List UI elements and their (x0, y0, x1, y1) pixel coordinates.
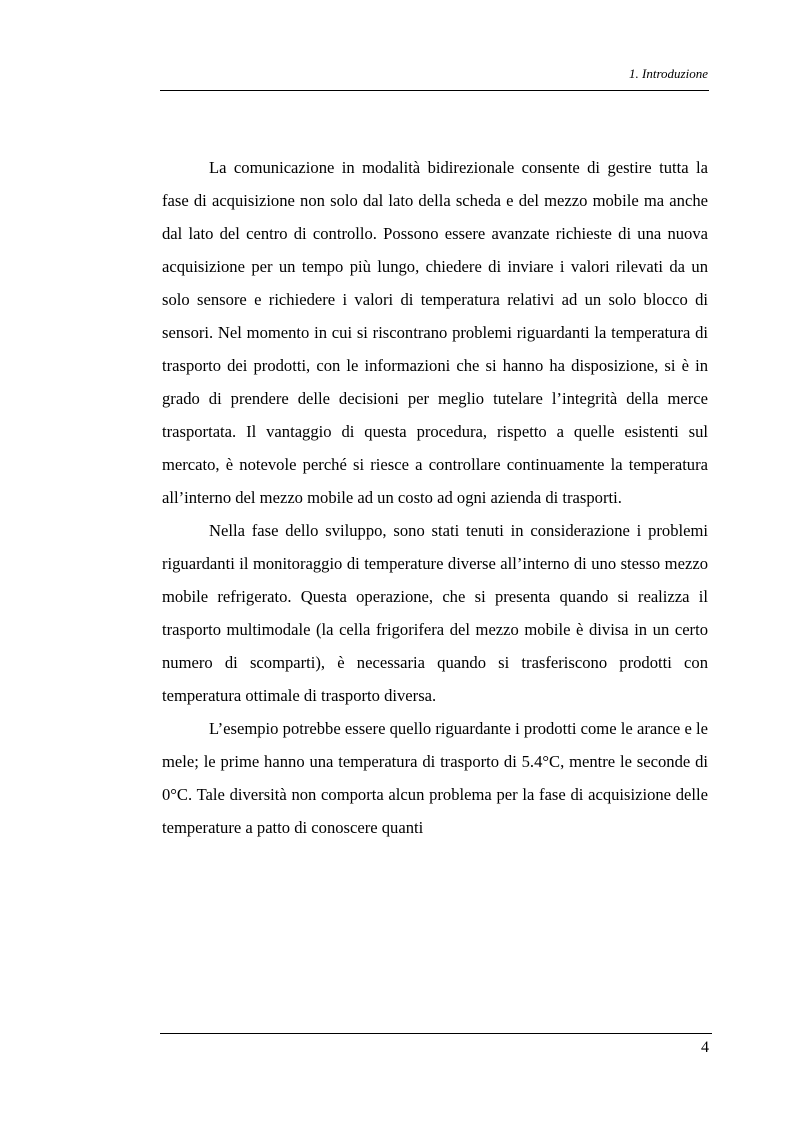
page-body (162, 151, 708, 844)
body-paragraph-1: La comunicazione in modalità bidirezionale consente di gestire tutta la fase di acquisizione non solo dal lato della scheda e del mezzo mobile ma anche dal lato del centro di controllo. Possono essere avanzate richieste di una nuova acquisizione per un tempo più lungo, chiedere di inviare i valori rilevati da un solo sensore e richiedere i valori di temperatura relativi ad un solo blocco di sensori. Nel momento in cui si riscontrano problemi riguardanti la temperatura di trasporto dei prodotti, con le informazioni che si hanno ha disposizione, si è in grado di prendere delle decisioni per meglio tutelare l’integrità della merce trasportata. Il vantaggio di questa procedura, rispetto a quelle esistenti sul mercato, è notevole perché si riesce a controllare continuamente la temperatura all’interno del mezzo mobile ad un costo ad ogni azienda di trasporti. (162, 158, 708, 507)
page-number: 4 (701, 1039, 709, 1056)
footer-divider (160, 1033, 712, 1034)
header-divider (160, 90, 709, 91)
body-paragraph-2: Nella fase dello sviluppo, sono stati tenuti in considerazione i problemi riguardanti il monitoraggio di temperature diverse all’interno di uno stesso mezzo mobile refrigerato. Questa operazione, che si presenta quando si realizza il trasporto multimodale (la cella frigorifera del mezzo mobile è divisa in un certo numero di scomparti), è necessaria quando si trasferiscono prodotti con temperatura ottimale di trasporto diversa. (162, 521, 708, 705)
running-header-title: 1. Introduzione (629, 66, 708, 81)
body-paragraph-3: L’esempio potrebbe essere quello riguardante i prodotti come le arance e le mele; le prime hanno una temperatura di trasporto di 5.4°C, mentre le seconde di 0°C. Tale diversità non comporta alcun problema per la fase di acquisizione delle temperature a patto di conoscere quanti (162, 719, 708, 837)
